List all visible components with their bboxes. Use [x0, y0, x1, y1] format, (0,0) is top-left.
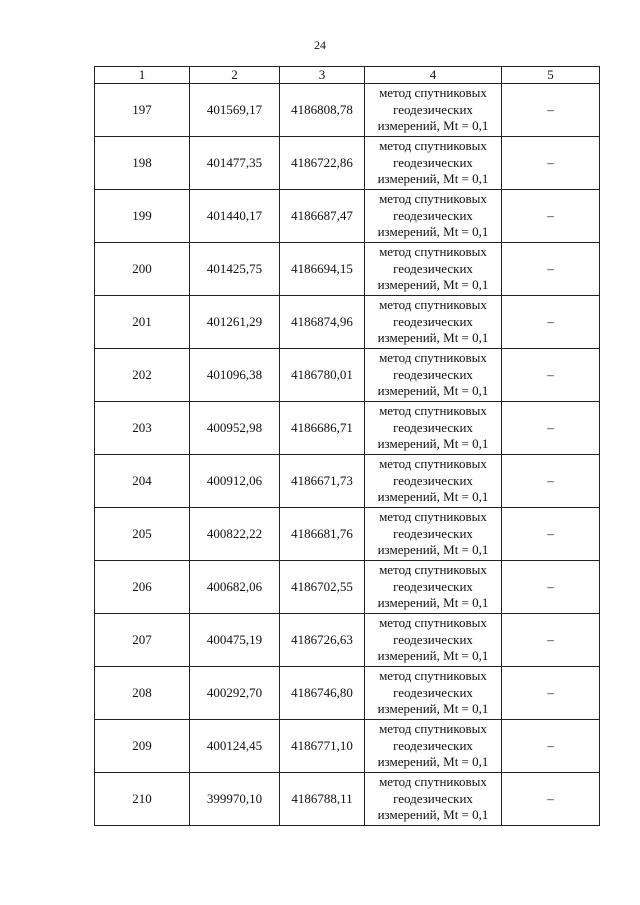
method-line: геодезических: [393, 737, 473, 753]
x-coordinate-cell: 400292,70: [190, 667, 280, 720]
method-line: метод спутниковых: [379, 509, 487, 525]
point-number-cell: 204: [95, 455, 190, 508]
x-coordinate-cell: 400912,06: [190, 455, 280, 508]
point-number-cell: 206: [95, 561, 190, 614]
method-line: геодезических: [393, 260, 473, 276]
note-cell: –: [502, 402, 600, 455]
point-number-cell: 201: [95, 296, 190, 349]
table-row: [95, 667, 600, 720]
y-coordinate-cell: 4186694,15: [280, 243, 365, 296]
point-number-cell: 199: [95, 190, 190, 243]
method-line: геодезических: [393, 419, 473, 435]
table-row: [95, 614, 600, 667]
method-cell: [365, 243, 502, 296]
table-row: [95, 349, 600, 402]
note-cell: –: [502, 137, 600, 190]
column-header-2: 2: [190, 67, 280, 84]
note-cell: –: [502, 455, 600, 508]
x-coordinate-cell: 400475,19: [190, 614, 280, 667]
method-line: метод спутниковых: [379, 350, 487, 366]
method-line: метод спутниковых: [379, 85, 487, 101]
method-cell: [365, 561, 502, 614]
method-line: геодезических: [393, 366, 473, 382]
method-cell: [365, 508, 502, 561]
point-number-cell: 205: [95, 508, 190, 561]
column-header-3: 3: [280, 67, 365, 84]
y-coordinate-cell: 4186746,80: [280, 667, 365, 720]
point-number-cell: 209: [95, 720, 190, 773]
y-coordinate-cell: 4186722,86: [280, 137, 365, 190]
method-line: геодезических: [393, 101, 473, 117]
column-header-4: 4: [365, 67, 502, 84]
y-coordinate-cell: 4186808,78: [280, 84, 365, 137]
column-header-1: 1: [95, 67, 190, 84]
table-row: [95, 773, 600, 826]
method-line: метод спутниковых: [379, 138, 487, 154]
point-number-cell: 197: [95, 84, 190, 137]
method-line: метод спутниковых: [379, 456, 487, 472]
method-line: измерений, Mt = 0,1: [377, 701, 489, 717]
x-coordinate-cell: 400822,22: [190, 508, 280, 561]
x-coordinate-cell: 401477,35: [190, 137, 280, 190]
y-coordinate-cell: 4186771,10: [280, 720, 365, 773]
method-line: измерений, Mt = 0,1: [377, 489, 489, 505]
method-line: метод спутниковых: [379, 774, 487, 790]
method-line: измерений, Mt = 0,1: [377, 330, 489, 346]
method-line: метод спутниковых: [379, 562, 487, 578]
table-row: [95, 508, 600, 561]
method-line: метод спутниковых: [379, 403, 487, 419]
method-cell: [365, 614, 502, 667]
note-cell: –: [502, 296, 600, 349]
method-line: метод спутниковых: [379, 615, 487, 631]
y-coordinate-cell: 4186687,47: [280, 190, 365, 243]
page-number: 24: [314, 38, 326, 52]
table-row: [95, 137, 600, 190]
x-coordinate-cell: 401440,17: [190, 190, 280, 243]
method-line: геодезических: [393, 525, 473, 541]
point-number-cell: 200: [95, 243, 190, 296]
x-coordinate-cell: 401096,38: [190, 349, 280, 402]
method-line: измерений, Mt = 0,1: [377, 648, 489, 664]
y-coordinate-cell: 4186874,96: [280, 296, 365, 349]
note-cell: –: [502, 349, 600, 402]
method-line: измерений, Mt = 0,1: [377, 383, 489, 399]
y-coordinate-cell: 4186780,01: [280, 349, 365, 402]
method-line: измерений, Mt = 0,1: [377, 542, 489, 558]
note-cell: –: [502, 773, 600, 826]
table-row: [95, 190, 600, 243]
point-number-cell: 208: [95, 667, 190, 720]
table-row: [95, 455, 600, 508]
method-line: измерений, Mt = 0,1: [377, 754, 489, 770]
point-number-cell: 207: [95, 614, 190, 667]
method-line: геодезических: [393, 472, 473, 488]
x-coordinate-cell: 400124,45: [190, 720, 280, 773]
method-line: измерений, Mt = 0,1: [377, 277, 489, 293]
method-line: геодезических: [393, 631, 473, 647]
note-cell: –: [502, 190, 600, 243]
method-cell: [365, 402, 502, 455]
method-cell: [365, 190, 502, 243]
method-cell: [365, 349, 502, 402]
note-cell: –: [502, 614, 600, 667]
x-coordinate-cell: 401569,17: [190, 84, 280, 137]
method-line: измерений, Mt = 0,1: [377, 595, 489, 611]
method-line: измерений, Mt = 0,1: [377, 171, 489, 187]
y-coordinate-cell: 4186671,73: [280, 455, 365, 508]
table-row: [95, 296, 600, 349]
method-line: метод спутниковых: [379, 297, 487, 313]
coordinates-table: [94, 66, 600, 826]
table-header-row: [95, 67, 600, 84]
y-coordinate-cell: 4186686,71: [280, 402, 365, 455]
note-cell: –: [502, 243, 600, 296]
method-cell: [365, 296, 502, 349]
method-line: геодезических: [393, 790, 473, 806]
x-coordinate-cell: 400682,06: [190, 561, 280, 614]
x-coordinate-cell: 401261,29: [190, 296, 280, 349]
y-coordinate-cell: 4186681,76: [280, 508, 365, 561]
note-cell: –: [502, 508, 600, 561]
y-coordinate-cell: 4186726,63: [280, 614, 365, 667]
x-coordinate-cell: 401425,75: [190, 243, 280, 296]
method-line: измерений, Mt = 0,1: [377, 224, 489, 240]
point-number-cell: 203: [95, 402, 190, 455]
point-number-cell: 202: [95, 349, 190, 402]
method-line: геодезических: [393, 207, 473, 223]
method-line: измерений, Mt = 0,1: [377, 436, 489, 452]
table-row: [95, 402, 600, 455]
method-line: измерений, Mt = 0,1: [377, 118, 489, 134]
method-line: метод спутниковых: [379, 668, 487, 684]
method-line: геодезических: [393, 154, 473, 170]
method-cell: [365, 773, 502, 826]
note-cell: –: [502, 667, 600, 720]
x-coordinate-cell: 399970,10: [190, 773, 280, 826]
point-number-cell: 198: [95, 137, 190, 190]
table-row: [95, 720, 600, 773]
method-cell: [365, 455, 502, 508]
table-row: [95, 561, 600, 614]
note-cell: –: [502, 720, 600, 773]
method-line: геодезических: [393, 684, 473, 700]
method-cell: [365, 667, 502, 720]
x-coordinate-cell: 400952,98: [190, 402, 280, 455]
method-line: геодезических: [393, 578, 473, 594]
note-cell: –: [502, 84, 600, 137]
method-cell: [365, 84, 502, 137]
method-line: метод спутниковых: [379, 191, 487, 207]
method-line: метод спутниковых: [379, 244, 487, 260]
table-row: [95, 84, 600, 137]
note-cell: –: [502, 561, 600, 614]
table-row: [95, 243, 600, 296]
method-line: измерений, Mt = 0,1: [377, 807, 489, 823]
point-number-cell: 210: [95, 773, 190, 826]
method-cell: [365, 720, 502, 773]
y-coordinate-cell: 4186788,11: [280, 773, 365, 826]
method-line: геодезических: [393, 313, 473, 329]
method-line: метод спутниковых: [379, 721, 487, 737]
method-cell: [365, 137, 502, 190]
table-body: [95, 84, 600, 826]
column-header-5: 5: [502, 67, 600, 84]
y-coordinate-cell: 4186702,55: [280, 561, 365, 614]
